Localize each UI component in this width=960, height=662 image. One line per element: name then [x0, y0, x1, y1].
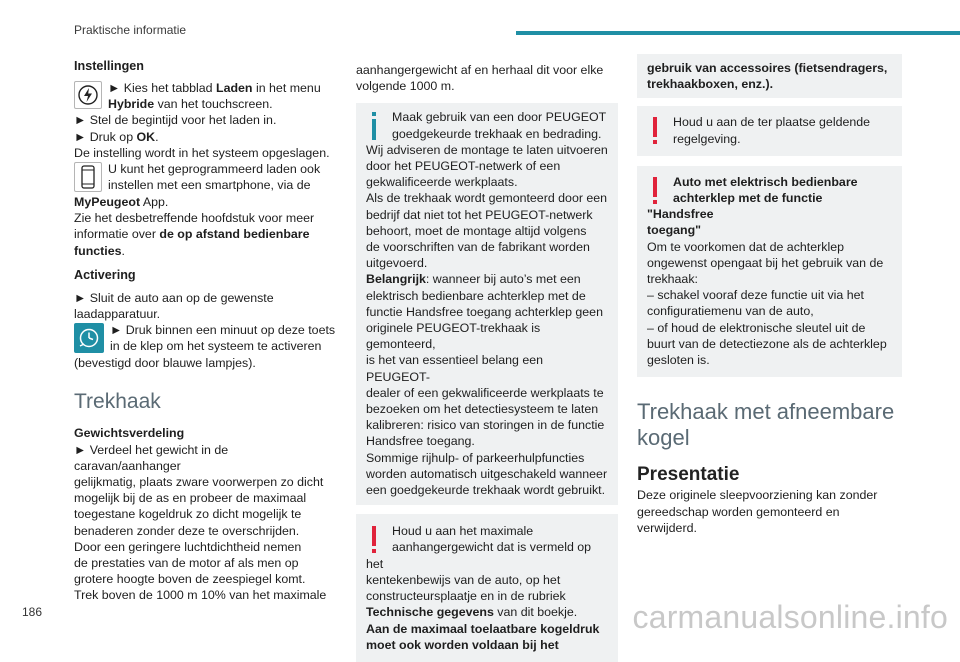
column-3 [637, 54, 902, 536]
activering-line-4: in de klep om het systeem te activeren [110, 339, 322, 354]
info-line-18: kalibreren: risico van storingen in de functie [366, 418, 605, 433]
info-line-5: gekwalificeerde werkplaats. [366, 175, 518, 190]
continued-line-1: aanhangergewicht af en herhaal dit voor elke [356, 63, 604, 77]
warn2-line-10: buurt van de detectiezone als de achterklep [647, 336, 887, 351]
info-line-15: is het van essentieel belang een PEUGEOT- [366, 353, 544, 384]
watermark: carmanualsonline.info [632, 599, 948, 635]
warn2-line-6: trekhaak: [647, 272, 698, 287]
warn-line-6: Aan de maximaal toelaatbare kogeldruk [366, 621, 600, 636]
warning-box-regelgeving [637, 106, 902, 155]
instellingen-line-3: ► Stel de begintijd voor het laden in. [74, 113, 277, 128]
info-line-4: door het PEUGEOT-netwerk of een [366, 159, 561, 174]
info-line-22: een goedgekeurde trekhaak wordt gebruikt. [366, 483, 606, 498]
instellingen-line-5: De instelling wordt in het systeem opgeslagen. [74, 145, 330, 160]
warn-line-4: constructeursplaatje en in de rubriek [366, 589, 566, 604]
timer-button-icon-box [74, 323, 104, 353]
warn1-line-1: Houd u aan de ter plaatse geldende [673, 115, 871, 130]
info-line-1: Maak gebruik van een door PEUGEOT [392, 110, 607, 125]
header-accent-bar [516, 31, 960, 35]
info-line-16: dealer of een gekwalificeerde werkplaats te [366, 385, 604, 400]
phone-line-1: U kunt het geprogrammeerd laden ook [108, 162, 321, 177]
warn2-line-7: – schakel vooraf deze functie uit via het [647, 288, 864, 303]
page-number: 186 [22, 605, 43, 619]
activering-line-1: ► Sluit de auto aan op de gewenste [74, 290, 274, 305]
warn-line-2: aanhangergewicht dat is vermeld op het [366, 540, 592, 571]
info-line-3: Wij adviseren de montage te laten uitvoeren [366, 142, 608, 157]
warn-line-3: kentekenbewijs van de auto, op het [366, 572, 561, 587]
trekhaak-line-2: gelijkmatig, plaats zware voorwerpen zo dicht [74, 475, 324, 490]
phone-line-2: instellen met een smartphone, via de [108, 178, 311, 193]
warn-line-7: moet ook worden voldaan bij het [366, 637, 559, 652]
column-2 [356, 62, 618, 662]
subheading-gewichtsverdeling: Gewichtsverdeling [74, 426, 185, 441]
heading-trekhaak: Trekhaak [74, 390, 161, 414]
running-header: Praktische informatie [74, 23, 187, 37]
info-line-11: Belangrijk: wanneer bij auto’s met een [366, 272, 581, 287]
warning-box-continued [637, 54, 902, 98]
warning-exclamation-icon [647, 116, 663, 146]
trekhaak-line-5: benaderen zonder deze te overschrijden. [74, 523, 300, 538]
trekhaak-line-9: Trek boven de 1000 m 10% van het maximale [74, 588, 327, 603]
warn2-line-4: Om te voorkomen dat de achterklep [647, 239, 844, 254]
warn1-line-2: regelgeving. [673, 131, 741, 146]
instellingen-line-1: ► Kies het tabblad Laden in het menu [108, 81, 321, 95]
activering-line-2: laadapparatuur. [74, 307, 161, 322]
info-line-21: worden automatisch uitgeschakeld wanneer [366, 466, 608, 481]
trekhaak-line-1: ► Verdeel het gewicht in de caravan/aanhanger [74, 442, 229, 473]
info-box-trekhaak [356, 103, 618, 505]
info-line-8: behoort, moet de montage altijd volgens [366, 223, 587, 238]
trekhaak-line-7: de prestaties van de motor af als men op [74, 556, 299, 571]
info-line-10: uitgevoerd. [366, 256, 428, 271]
presentatie-line-1: Deze originele sleepvoorziening kan zonder [637, 488, 878, 503]
warn-line-1: Houd u aan het maximale [392, 524, 534, 539]
cont-line-1: gebruik van accessoires (fietsendragers, [647, 61, 888, 75]
app-line: MyPeugeot App. [74, 195, 169, 210]
trekhaak-line-3: mogelijk bij de as en probeer de maximaal [74, 491, 307, 506]
column-1 [74, 57, 336, 604]
info-icon [366, 111, 382, 141]
instellingen-line-2: Hybride van het touchscreen. [108, 97, 273, 112]
warn2-line-11: gesloten is. [647, 353, 710, 368]
warn2-line-8: configuratiemenu van de auto, [647, 304, 814, 319]
info-line-14: originele PEUGEOT-trekhaak is gemonteerd, [366, 321, 541, 352]
heading-removable-towbar: Trekhaak met afneembare kogel [637, 399, 895, 451]
heading-instellingen: Instellingen [74, 59, 144, 73]
charging-icon-box [74, 81, 102, 109]
smartphone-icon [79, 165, 97, 189]
cont-line-2: trekhaakboxen, enz.). [647, 77, 774, 92]
warning-exclamation-icon [366, 525, 382, 555]
warn2-line-5: ongewenst opengaat bij het gebruik van de [647, 255, 884, 270]
presentatie-line-2: gereedschap worden gemonteerd en verwijderd. [637, 504, 840, 535]
info-line-7: bedrijf dat niet tot het PEUGEOT-netwerk [366, 207, 593, 222]
warn2-line-9: – of houd de elektronische sleutel uit de [647, 320, 866, 335]
activering-line-5: (bevestigd door blauwe lampjes). [74, 356, 256, 371]
warning-exclamation-icon [647, 176, 663, 206]
info-line-9: de voorschriften van de fabrikant worden [366, 240, 590, 255]
instellingen-line-7: informatie over de op afstand bedienbare [74, 227, 310, 242]
info-line-17: bezoeken om het detectiesysteem te laten [366, 402, 599, 417]
info-line-6: Als de trekhaak wordt gemonteerd door een [366, 191, 608, 206]
warn2-line-3: toegang" [647, 223, 702, 238]
warning-box-handsfree [637, 166, 902, 377]
activering-line-3: ► Druk binnen een minuut op deze toets [110, 323, 336, 338]
charge-timer-icon [77, 326, 101, 350]
instellingen-line-6: Zie het desbetreffende hoofdstuk voor meer [74, 211, 315, 226]
warn-line-5: Technische gegevens van dit boekje. [366, 605, 578, 620]
trekhaak-line-6: Door een geringere luchtdichtheid nemen [74, 539, 302, 554]
instellingen-line-4: ► Druk op OK. [74, 129, 159, 144]
smartphone-icon-box [74, 162, 102, 192]
lightning-icon [77, 84, 99, 106]
info-line-20: Sommige rijhulp- of parkeerhulpfuncties [366, 450, 585, 465]
trekhaak-line-8: grotere hoogte boven de zeespiegel komt. [74, 572, 306, 587]
trekhaak-line-4: toegestane kogeldruk zo dicht mogelijk te [74, 507, 302, 522]
warn2-line-1: Auto met elektrisch bedienbare [673, 174, 858, 189]
info-line-2: goedgekeurde trekhaak en bedrading. [392, 126, 602, 141]
info-line-12: elektrisch bedienbare achterklep met de [366, 288, 586, 303]
info-line-13: functie Handsfree toegang achterklep geen [366, 304, 603, 319]
instellingen-line-8: functies. [74, 243, 125, 258]
heading-presentatie: Presentatie [637, 464, 740, 486]
warn2-line-2: achterklep met de functie "Handsfree [647, 191, 823, 222]
continued-line-2: volgende 1000 m. [356, 79, 455, 94]
info-line-19: Handsfree toegang. [366, 434, 475, 449]
heading-activering: Activering [74, 267, 136, 282]
